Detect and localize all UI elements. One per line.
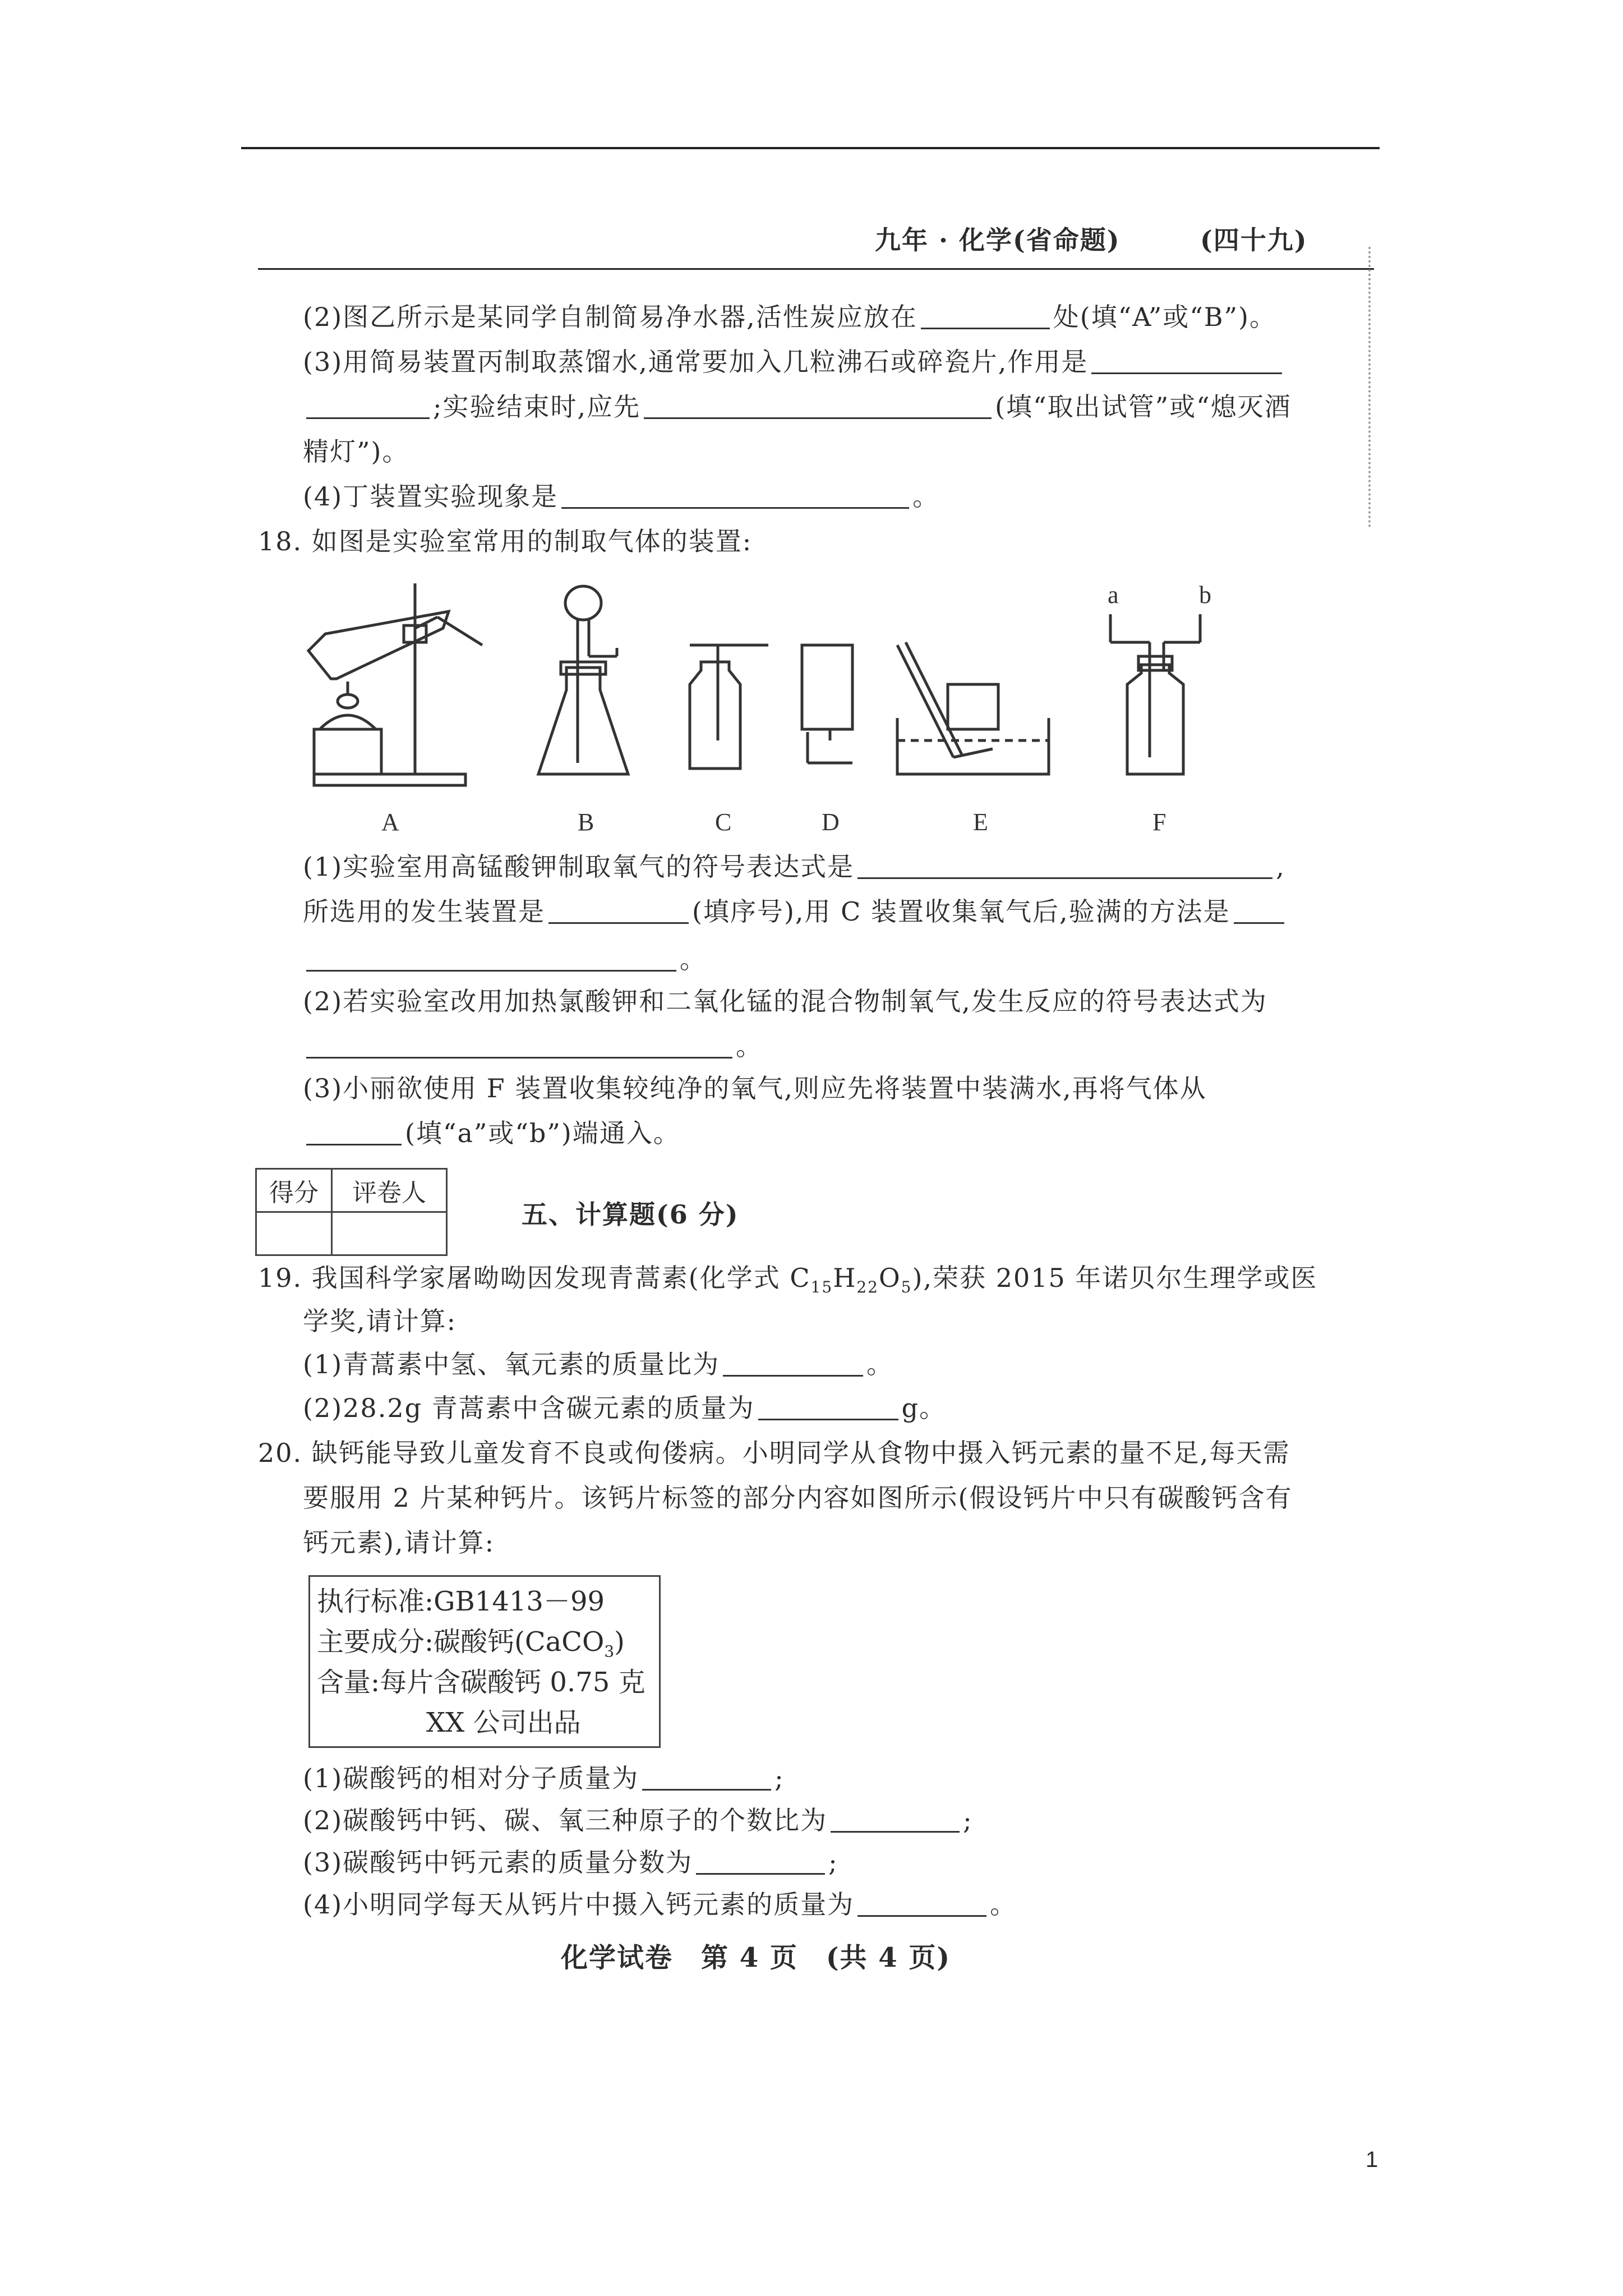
q17-part3-line2: ;实验结束时,应先 (填“取出试管”或“熄灭酒	[303, 390, 1292, 424]
q18-part1-line2: 所选用的发生装置是 (填序号),用 C 装置收集氧气后,验满的方法是	[303, 895, 1288, 928]
section-title: 五、计算题(6 分)	[522, 1199, 739, 1230]
q18-part1-line3: 。	[303, 942, 707, 976]
answer-blank[interactable]	[921, 305, 1050, 329]
answer-blank[interactable]	[306, 947, 676, 972]
q18-part1-line1: (1)实验室用高锰酸钾制取氧气的符号表达式是 ,	[303, 852, 1285, 882]
header-rule	[258, 268, 1374, 270]
apparatus-b-flask	[538, 586, 628, 774]
score-box	[255, 1168, 448, 1256]
header-paper-no: (四十九)	[1200, 225, 1308, 255]
answer-blank[interactable]	[1234, 900, 1284, 924]
q18-part3-line1: (3)小丽欲使用 F 装置收集较纯净的氧气,则应先将装置中装满水,再将气体从	[303, 1073, 1207, 1103]
lab-apparatus-figure	[303, 572, 1312, 841]
label-manufacturer: XX 公司出品	[426, 1707, 581, 1738]
answer-blank[interactable]	[644, 395, 992, 419]
q18-part3-line2: (填“a”或“b”)端通入。	[303, 1116, 680, 1150]
apparatus-label: B	[578, 808, 594, 836]
q20-part4: (4)小明同学每天从钙片中摄入钙元素的质量为 。	[303, 1889, 1017, 1920]
apparatus-a-heating	[308, 583, 482, 785]
answer-blank[interactable]	[1091, 350, 1282, 374]
reviewer-cell[interactable]	[332, 1212, 447, 1255]
port-a-label: a	[1108, 581, 1119, 609]
q17-part3-line1: (3)用简易装置丙制取蒸馏水,通常要加入几粒沸石或碎瓷片,作用是	[303, 345, 1285, 379]
score-header: 得分	[256, 1169, 332, 1212]
apparatus-label: E	[973, 808, 988, 836]
q19-part2: (2)28.2g 青蒿素中含碳元素的质量为 g。	[303, 1393, 947, 1423]
answer-blank[interactable]	[548, 900, 689, 924]
apparatus-label: D	[822, 808, 840, 836]
answer-blank[interactable]	[723, 1352, 863, 1377]
q18-part2-line1: (2)若实验室改用加热氯酸钾和二氧化锰的混合物制氧气,发生反应的符号表达式为	[303, 986, 1267, 1016]
apparatus-f-bottle	[1110, 614, 1200, 774]
apparatus-label: F	[1152, 808, 1166, 836]
side-dotted-line	[1368, 247, 1371, 527]
apparatus-c-bottle	[690, 645, 768, 769]
answer-blank[interactable]	[306, 1121, 402, 1145]
q19-stem-line1: 19. 我国科学家屠呦呦因发现青蒿素(化学式 $C_{15}H_{22}O_5$),荣获 2015 年诺贝尔生理学或医	[258, 1263, 1318, 1297]
answer-blank[interactable]	[831, 1809, 960, 1833]
reviewer-header: 评卷人	[332, 1169, 447, 1212]
q19-part1: (1)青蒿素中氢、氧元素的质量比为 。	[303, 1349, 894, 1379]
answer-blank[interactable]	[561, 485, 909, 509]
q20-part3: (3)碳酸钙中钙元素的质量分数为 ;	[303, 1847, 838, 1878]
top-rule	[241, 147, 1380, 149]
answer-blank[interactable]	[306, 1034, 732, 1059]
answer-blank[interactable]	[642, 1766, 771, 1791]
header-title: 九年 · 化学(省命题)	[875, 225, 1121, 255]
apparatus-e-trough	[897, 642, 1049, 774]
page-footer: 化学试卷 第 4 页 (共 4 页)	[561, 1942, 951, 1973]
apparatus-d-bottle	[802, 645, 852, 763]
answer-blank[interactable]	[696, 1851, 825, 1875]
q20-part2: (2)碳酸钙中钙、碳、氧三种原子的个数比为 ;	[303, 1805, 973, 1835]
q17-part2: (2)图乙所示是某同学自制简易净水器,活性炭应放在 处(填“A”或“B”)。	[303, 302, 1277, 332]
answer-blank[interactable]	[306, 395, 430, 419]
apparatus-label: A	[381, 808, 399, 836]
label-standard: 执行标准:GB1413－99	[317, 1586, 605, 1617]
answer-blank[interactable]	[857, 855, 1272, 879]
q17-part3-line3: 精灯”)。	[303, 436, 409, 467]
apparatus-label: C	[715, 808, 732, 836]
q18-stem: 18. 如图是实验室常用的制取气体的装置:	[258, 526, 753, 556]
label-ingredient: 主要成分:碳酸钙(CaCO$_3$)	[317, 1626, 625, 1661]
q19-stem-line2: 学奖,请计算:	[303, 1306, 457, 1336]
q20-stem-line1: 20. 缺钙能导致儿童发育不良或佝偻病。小明同学从食物中摄入钙元素的量不足,每天需	[258, 1438, 1290, 1468]
q20-part1: (1)碳酸钙的相对分子质量为 ;	[303, 1763, 785, 1793]
answer-blank[interactable]	[857, 1893, 986, 1917]
q20-stem-line2: 要服用 2 片某种钙片。该钙片标签的部分内容如图所示(假设钙片中只有碳酸钙含有	[303, 1483, 1293, 1513]
score-cell[interactable]	[256, 1212, 332, 1255]
port-b-label: b	[1199, 581, 1211, 609]
label-content: 含量:每片含碳酸钙 0.75 克	[317, 1667, 645, 1698]
q17-part4: (4)丁装置实验现象是 。	[303, 481, 940, 512]
answer-blank[interactable]	[758, 1396, 898, 1420]
q18-part2-line2: 。	[303, 1029, 763, 1063]
page-number: 1	[1366, 2147, 1380, 2172]
q20-stem-line3: 钙元素),请计算:	[303, 1527, 495, 1558]
